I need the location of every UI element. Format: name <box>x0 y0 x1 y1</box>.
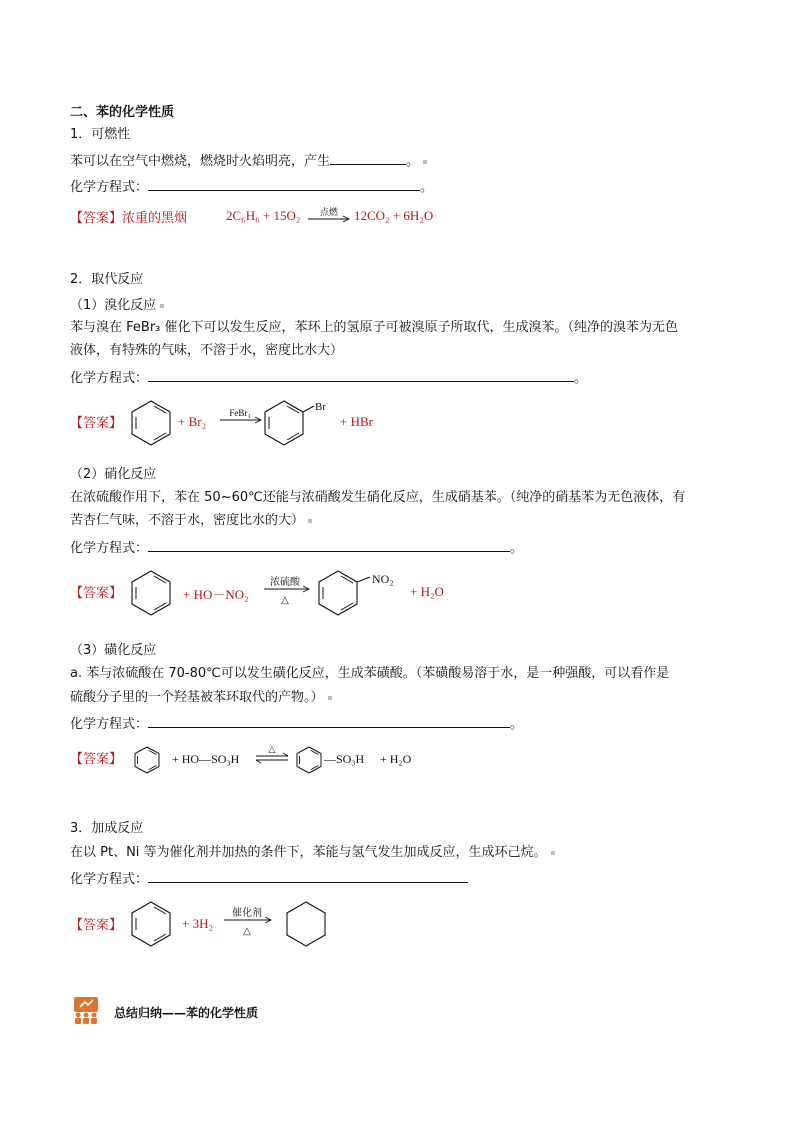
s1-eq-label: 化学方程式： <box>70 180 149 195</box>
s2-sub2-eq-blank[interactable] <box>148 537 510 552</box>
s2-sub3-line2-text: 硫酸分子里的一个羟基被苯环取代的产物。） <box>70 690 324 705</box>
summary-people-icon <box>72 996 100 1026</box>
s3-answer-label: 【答案】 <box>70 918 123 933</box>
s2-sub1-eq-label: 化学方程式： <box>70 371 149 386</box>
benzene-ring-icon <box>125 567 177 617</box>
s2-sub2-eq-line <box>70 537 523 560</box>
s2-sub1-byproduct: + HBr <box>340 414 373 429</box>
s1-answer <box>70 207 187 231</box>
s2-sub1-heading-text: （1）溴化反应 <box>70 298 157 313</box>
s2-sub1-line1: 苯与溴在 FeBr₃ 催化下可以发生反应，苯环上的氢原子可被溴原子所取代，生成溴苯。（纯净的溴苯为无色 <box>70 320 679 335</box>
s2-sub1-substituent: Br <box>315 401 326 413</box>
s2-sub2-line1: 在浓硫酸作用下，苯在 50~60℃还能与浓硝酸发生硝化反应，生成硝基苯。（纯净的硝基苯为无色液体，有 <box>70 490 686 505</box>
s2-sub2-line2-text: 苦杏仁气味，不溶于水，密度比水的大） <box>70 513 305 528</box>
s2-sub3-reagent: + HO—SO₃H <box>172 752 240 766</box>
s3-heat: △ <box>243 926 251 937</box>
s2-sub3-line2 <box>70 687 332 709</box>
nitrobenzene-icon <box>312 567 408 617</box>
marker-icon <box>328 696 332 700</box>
s2-sub1-answer-label: 【答案】 <box>70 416 123 431</box>
benzene-ring-icon <box>125 397 177 447</box>
s3-heading: 3．加成反应 <box>70 821 144 836</box>
s3-arrow <box>222 905 274 939</box>
s2-sub3-answer-label: 【答案】 <box>70 752 123 767</box>
s2-sub1-heading <box>70 295 164 317</box>
s1-condition: 点燃 <box>319 207 339 217</box>
s2-sub2-answer-label: 【答案】 <box>70 586 123 601</box>
s2-sub3-equilibrium-arrow <box>252 743 292 769</box>
s1-blank[interactable] <box>330 150 406 165</box>
s1-eq-blank[interactable] <box>148 176 420 191</box>
s1-equation-line <box>70 176 433 199</box>
s1-answer-eq-right: 12CO₂ + 6H₂O <box>354 208 434 223</box>
s2-sub3-eq-line <box>70 713 523 736</box>
s2-sub2-eq-end: 。 <box>510 541 524 556</box>
s2-sub3-eq-blank[interactable] <box>148 713 510 728</box>
s3-eq-line <box>70 868 468 891</box>
s2-sub1-eq-line <box>70 367 587 390</box>
s2-sub2-byproduct: + H₂O <box>410 584 444 599</box>
marker-icon <box>160 304 164 308</box>
s1-arrow <box>306 205 352 227</box>
marker-icon <box>423 160 427 164</box>
summary-title: 总结归纳——苯的化学性质 <box>114 1006 259 1020</box>
s2-sub2-heading: （2）硝化反应 <box>70 467 157 482</box>
s3-eq-blank[interactable] <box>148 868 468 883</box>
s1-eq-end: 。 <box>420 180 434 195</box>
s2-sub3-byproduct: + H₂O <box>380 752 412 766</box>
s2-sub2-line2 <box>70 510 312 532</box>
s3-catalyst: 催化剂 <box>232 908 262 919</box>
s2-sub1-line2: 液体，有特殊的气味，不溶于水，密度比水大） <box>70 343 344 358</box>
s2-sub2-reagent: + HO－NO₂ <box>183 587 249 602</box>
s2-sub2-arrow <box>262 574 312 608</box>
s2-sub2-catalyst: 浓硫酸 <box>270 577 300 588</box>
s2-sub2-eq-label: 化学方程式： <box>70 541 149 556</box>
s2-sub1-eq-blank[interactable] <box>148 367 574 382</box>
s2-sub2-substituent: NO₂ <box>372 572 394 586</box>
bromobenzene-icon <box>258 397 338 447</box>
s1-heading: 1．可燃性 <box>70 127 131 142</box>
s1-sentence <box>70 150 427 173</box>
s1-answer-eq-left: 2C₆H₆ + 15O₂ <box>226 208 301 223</box>
s1-sentence-text: 苯可以在空气中燃烧，燃烧时火焰明亮，产生 <box>70 154 331 169</box>
section-title: 二、苯的化学性质 <box>70 105 175 120</box>
benzene-ring-icon <box>130 745 164 775</box>
s2-sub3-substituent: —SO₃H <box>324 752 365 766</box>
s2-sub1-eq-end: 。 <box>574 371 588 386</box>
s2-sub3-eq-label: 化学方程式： <box>70 717 149 732</box>
s1-sentence-end: 。 <box>406 154 420 169</box>
s2-sub3-line1: a. 苯与浓硫酸在 70-80℃可以发生磺化反应，生成苯磺酸。（苯磺酸易溶于水，是一种强酸，可以看作是 <box>70 666 670 681</box>
s2-sub3-heading: （3）磺化反应 <box>70 643 157 658</box>
s2-sub2-heat: △ <box>281 595 289 606</box>
marker-icon <box>551 851 555 855</box>
s2-sub3-heat: △ <box>268 744 276 754</box>
benzenesulfonic-acid-ring-icon <box>292 745 326 775</box>
s3-reagent: + 3H₂ <box>182 916 214 931</box>
s3-eq-label: 化学方程式： <box>70 872 149 887</box>
s2-sub3-eq-end: 。 <box>510 717 524 732</box>
s3-line1-text: 在以 Pt、Ni 等为催化剂并加热的条件下，苯能与氢气发生加成反应，生成环己烷。 <box>70 845 547 860</box>
s2-sub1-reagent: + Br₂ <box>178 414 207 429</box>
cyclohexane-ring-icon <box>280 898 332 948</box>
s3-line1 <box>70 842 555 864</box>
s1-answer-label: 【答案】 <box>70 211 123 226</box>
s2-sub1-catalyst: FeBr₃ <box>229 408 251 418</box>
s2-heading: 2．取代反应 <box>70 272 144 287</box>
benzene-ring-icon <box>125 898 177 948</box>
s1-answer-text: 浓重的黑烟 <box>122 211 188 226</box>
marker-icon <box>308 519 312 523</box>
